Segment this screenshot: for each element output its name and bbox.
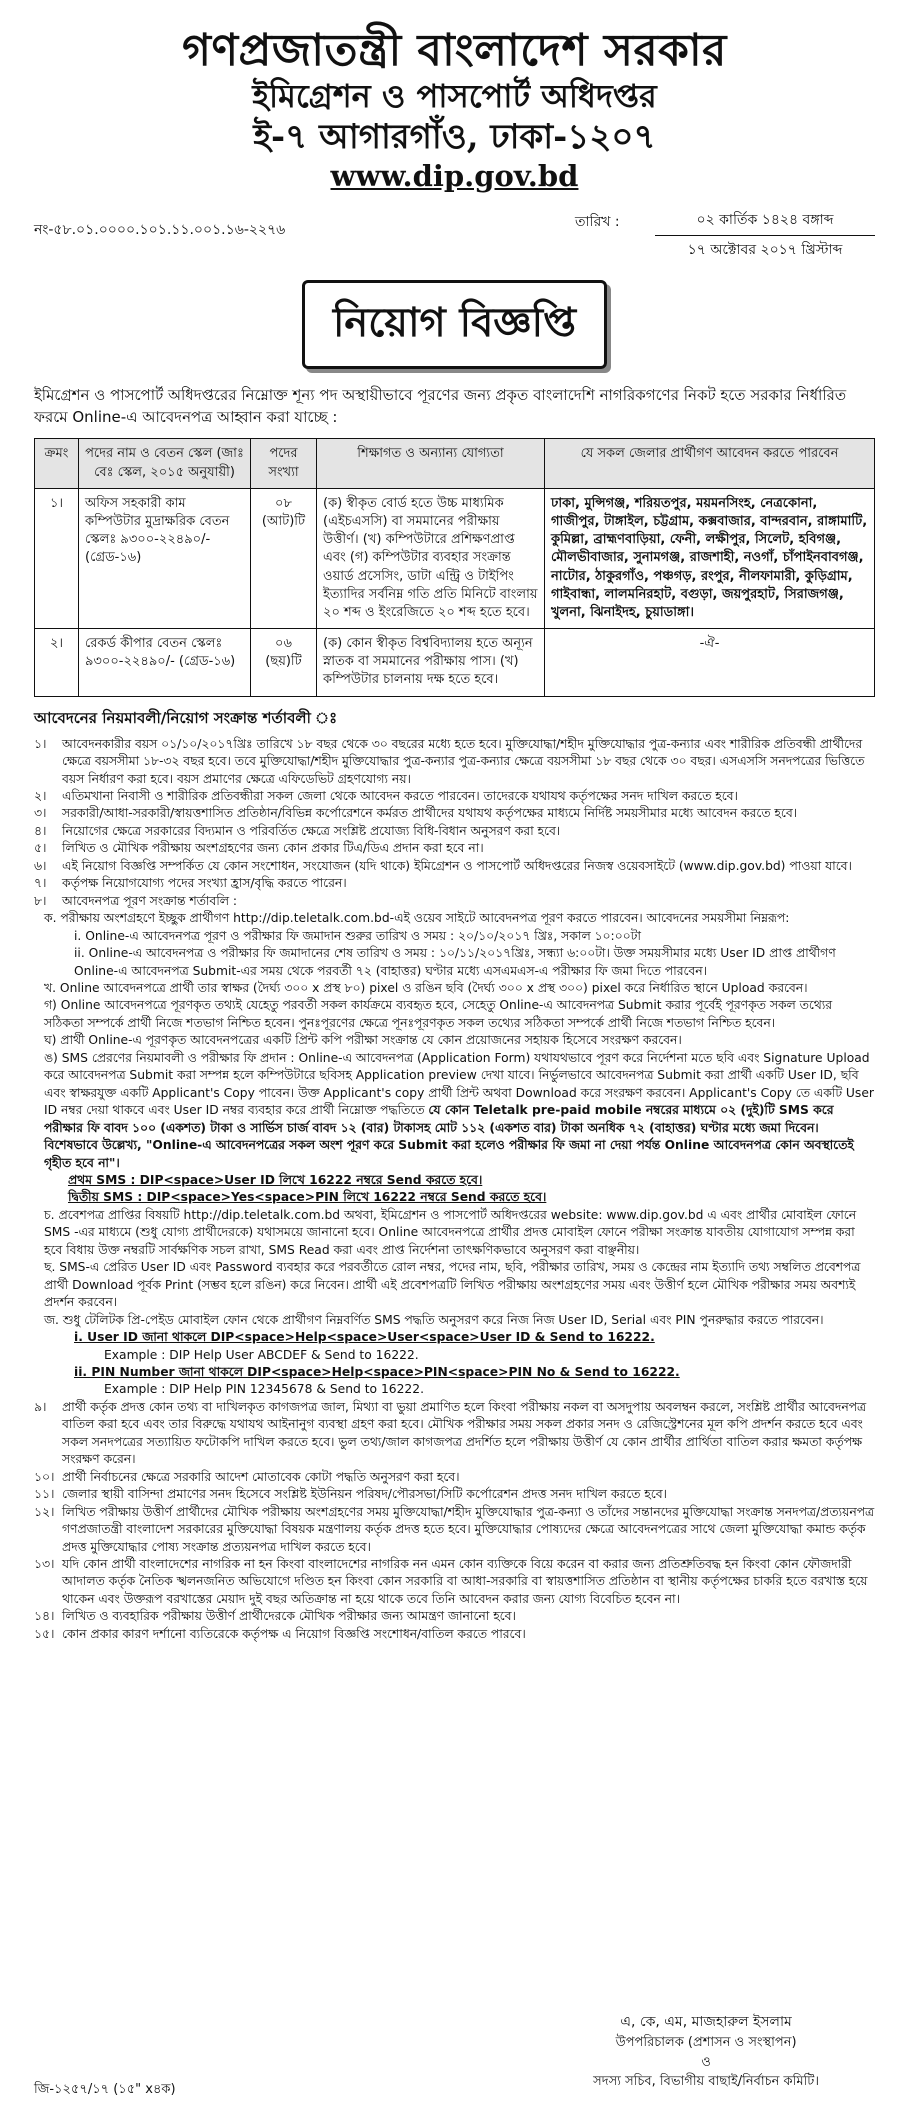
item-text: লিখিত ও মৌখিক পরীক্ষায় অংশগ্রহণের জন্য কোন প্রকার টিএ/ডিএ প্রদান করা হবে না।: [62, 841, 484, 856]
item-text: লিখিত ও ব্যবহারিক পরীক্ষায় উত্তীর্ণ প্রার্থীদেরকে মৌখিক পরীক্ষার জন্য আমন্ত্রণ জানানো হবে।: [62, 1609, 516, 1624]
item-text: প্রার্থী কর্তৃক প্রদত্ত কোন তথ্য বা দাখিলকৃত কাগজপত্র জাল, মিথ্যা বা ভুয়া প্রমাণিত হলে কিংবা পরীক্ষায় নকল বা অসদুপায় অবলম্বন করলে, সংশ্লিষ্ট প্রার্থীর আবেদনপত্র বাতিল করা হবে এবং তার বিরুদ্ধে যথাযথ আইনানুগ ব্যবস্থা গ্রহণ করা হবে। মৌখিক পরীক্ষার সময় সকল প্রকার সনদ ও রেজিস্ট্রেশনের মূল কপি প্রদর্শন করতে হবে এবং সকল সনদপত্রের সত্যায়িত ফটোকপি দাখিল করতে হবে। ভুল তথ্য/জাল কাগজপত্র প্রদর্শিত হলে পরীক্ষায় উত্তীর্ণ যে কোন প্রার্থীর প্রার্থিতা বাতিল করার ক্ষমতা কর্তৃপক্ষ সংরক্ষণ করেন।: [62, 1399, 867, 1467]
item-number: ৯।: [34, 1399, 47, 1414]
item-text: আবেদনপত্র পূরণ সংক্রান্ত শর্তাবলি :: [62, 893, 237, 908]
row-districts: -ঐ-: [545, 629, 875, 697]
date-english: ১৭ অক্টোবর ২০১৭ খ্রিস্টাব্দ: [687, 241, 843, 258]
row-qualification: (ক) কোন স্বীকৃত বিশ্ববিদ্যালয় হতে অন্যূন স্নাতক বা সমমানের পরীক্ষায় পাস। (খ) কম্পিউটার চালনায় দক্ষ হতে হবে।: [317, 629, 545, 697]
col-header-serial: ক্রমং: [35, 439, 79, 488]
row-count: ০৬ (ছয়)টি: [251, 629, 317, 697]
recover-pin-example: Example : DIP Help PIN 12345678 & Send to 16222.: [104, 1382, 424, 1397]
col-header-post: পদের নাম ও বেতন স্কেল (জাঃ বেঃ স্কেল, ২০১৫ অনুযায়ী): [79, 439, 251, 488]
signatory-designation: উপপরিচালক (প্রশাসন ও সংস্থাপন): [615, 2035, 797, 2050]
sms-first: প্রথম SMS : DIP<space>User ID লিখে 16222 নম্বরে Send করতে হবে।: [68, 1172, 483, 1187]
row-qualification: (ক) স্বীকৃত বোর্ড হতে উচ্চ মাধ্যমিক (এইচএসসি) বা সমমানের পরীক্ষায় উত্তীর্ণ। (খ) কম্পিউটারে প্রশিক্ষণপ্রাপ্ত এবং (গ) কম্পিউটার ব্যবহার সংক্রান্ত ওয়ার্ড প্রসেসিং, ডাটা এন্ট্রি ও টাইপিং ইত্যাদির সর্বনিম্ন গতি প্রতি মিনিটে বাংলায় ২০ শব্দ ও ইংরেজিতে ২০ শব্দ হতে হবে।: [317, 488, 545, 628]
row-count: ০৮ (আট)টি: [251, 488, 317, 628]
condition-uma: [44, 1050, 875, 1172]
memo-number: নং-৫৮.০১.০০০০.১০১.১১.০০১.১৬-২২৭৬: [34, 221, 286, 238]
recover-user-id: i. User ID জানা থাকলে DIP<space>Help<space>User<space>User ID & Send to 16222.: [74, 1330, 655, 1345]
terms-list: [34, 736, 875, 1644]
recover-pin: ii. PIN Number জানা থাকলে DIP<space>Help<space>PIN<space>PIN No & Send to 16222.: [74, 1364, 680, 1379]
condition-ja: জ. শুধু টেলিটক প্রি-পেইড মোবাইল ফোন থেকে প্রার্থীগণ নিম্নবর্ণিত SMS পদ্ধতি অনুসরণ করে নিজ নিজ User ID, Serial এবং PIN পুনরুদ্ধার করতে পারবেন।: [44, 1312, 824, 1327]
condition-ka: ক. পরীক্ষায় অংশগ্রহণে ইচ্ছুক প্রার্থীগণ http://dip.teletalk.com.bd-এই ওয়েব সাইটে আবেদনপত্র পূরণ করতে পারবেন। আবেদনের সময়সীমা নিম্নরূপ:: [44, 911, 790, 926]
signatory-conjunction: ও: [701, 2054, 711, 2070]
notice-title: নিয়োগ বিজ্ঞপ্তি: [302, 280, 607, 369]
list-item: [34, 893, 875, 910]
website-link[interactable]: www.dip.gov.bd: [330, 159, 579, 194]
list-item: [34, 1469, 875, 1486]
signatory-name: এ, কে, এম, মাজহারুল ইসলাম: [620, 2014, 792, 2030]
government-name: গণপ্রজাতন্ত্রী বাংলাদেশ সরকার: [182, 25, 727, 76]
condition-ka-end: ii. Online-এ আবেদনপত্র ও পরীক্ষার ফি জমাদানের শেষ তারিখ ও সময় : ১০/১১/২০১৭খ্রিঃ, সন্ধ্যা ৬:০০টা। উক্ত সময়সীমার মধ্যে User ID প্রাপ্ত প্রার্থীগণ Online-এ আবেদনপত্র Submit-এর সময় থেকে পরবর্তী ৭২ (বাহাত্তর) ঘণ্টার মধ্যে এসএমএস-এ পরীক্ষার ফি জমা দিতে পারবেন।: [74, 946, 836, 978]
list-item: [34, 823, 875, 840]
table-header-row: [35, 439, 875, 488]
memo-row: [34, 204, 875, 270]
list-item: [34, 1399, 875, 1469]
col-header-districts: যে সকল জেলার প্রার্থীগণ আবেদন করতে পারবেন: [545, 439, 875, 488]
item-number: ৭।: [34, 876, 47, 891]
item-text: আবেদনকারীর বয়স ০১/১০/২০১৭খ্রিঃ তারিখে ১৮ বছর থেকে ৩০ বছরের মধ্যে হতে হবে। মুক্তিযোদ্ধা/শহীদ মুক্তিযোদ্ধার পুত্র-কন্যার এবং শারীরিক প্রতিবন্ধী প্রার্থীদের ক্ষেত্রে বয়সসীমা ১৮-৩২ বছর হবে। তবে মুক্তিযোদ্ধা/শহীদ মুক্তিযোদ্ধার পুত্র-কন্যার পুত্র-কন্যার ক্ষেত্রে বয়সসীমা ১৮ বছর থেকে ৩০ বছর। এসএসসি সনদপত্রের ভিত্তিতে বয়স নির্ধারণ করা হবে। বয়স প্রমাণের ক্ষেত্রে এফিডেভিট গ্রহণযোগ্য নয়।: [62, 736, 865, 786]
condition-kha: খ. Online আবেদনপত্রে প্রার্থী তার স্বাক্ষর (দৈর্ঘ্য ৩০০ x প্রস্থ ৮০) pixel ও রঙিন ছবি (দৈর্ঘ্য ৩০০ x প্রস্থ ৩০০) pixel করে নির্ধারিত স্থানে Upload করবেন।: [44, 981, 808, 995]
item-text: প্রার্থী নির্বাচনের ক্ষেত্রে সরকারি আদেশ মোতাবেক কোটা পদ্ধতি অনুসরণ করা হবে।: [62, 1469, 460, 1484]
list-item: [34, 1486, 875, 1503]
item-text: নিয়োগের ক্ষেত্রে সরকারের বিদ্যমান ও পরিবর্তিত ক্ষেত্রে সংশ্লিষ্ট প্রযোজ্য বিধি-বিধান অনুসরণ করা হবে।: [62, 823, 561, 838]
item-number: ১১।: [34, 1487, 55, 1502]
list-item: [34, 736, 875, 788]
condition-uma-bold: যে কোন Teletalk pre-paid mobile নম্বরের মাধ্যমে ০২ (দুই)টি SMS করে পরীক্ষার ফি বাবদ ১০০ (একশত) টাকা ও সার্ভিস চার্জ বাবদ ১২ (বার) টাকাসহ মোট ১১২ (একশত বার) টাকা অনধিক ৭২ (বাহাত্তর) ঘণ্টার মধ্যে জমা দিবেন। বিশেষভাবে উল্লেখ্য, "Online-এ আবেদনপত্রের সকল অংশ পূরণ করে Submit করা হলেও পরীক্ষার ফি জমা না দেয়া পর্যন্ত Online আবেদনপত্র কোন অবস্থাতেই গৃহীত হবে না"।: [44, 1103, 854, 1170]
item-number: ১।: [34, 736, 47, 751]
letterhead: [34, 0, 875, 192]
list-item: [34, 1626, 875, 1643]
recover-user-id-example: Example : DIP Help User ABCDEF & Send to 16222.: [104, 1347, 419, 1362]
item-number: ২।: [34, 789, 47, 804]
item-text: জেলার স্থায়ী বাসিন্দা প্রমাণের সনদ হিসেবে সংশ্লিষ্ট ইউনিয়ন পরিষদ/পৌরসভা/সিটি কর্পোরেশন প্রদত্ত সনদ দাখিল করতে হবে।: [62, 1487, 667, 1502]
row-post: অফিস সহকারী কাম কম্পিউটার মুদ্রাক্ষরিক বেতন স্কেলঃ ৯৩০০-২২৪৯০/- (গ্রেড-১৬): [79, 488, 251, 628]
list-item: [34, 858, 875, 875]
condition-chha: ছ. SMS-এ প্রেরিত User ID এবং Password ব্যবহার করে পরবর্তীতে রোল নম্বর, পদের নাম, ছবি, পরীক্ষার তারিখ, সময় ও কেন্দ্রের নাম ইত্যাদি তথ্য সম্বলিত প্রবেশপত্র প্রার্থী Download পূর্বক Print (সম্ভব হলে রঙিন) করে নিবেন। প্রার্থী এই প্রবেশপত্রটি লিখিত পরীক্ষায় অংশগ্রহণের সময় এবং উত্তীর্ণ হলে মৌখিক পরীক্ষার সময় অবশ্যই প্রদর্শন করবেন।: [44, 1260, 861, 1310]
table-row: [35, 488, 875, 628]
list-item: [34, 805, 875, 822]
item-number: ১০।: [34, 1469, 55, 1484]
terms-heading: আবেদনের নিয়মাবলী/নিয়োগ সংক্রান্ত শর্তাবলী ঃ: [34, 708, 338, 727]
table-row: [35, 629, 875, 697]
row-serial: ২।: [35, 629, 79, 697]
signature-block: [593, 2012, 819, 2092]
item-number: ৬।: [34, 858, 47, 873]
date-bangla: ০২ কার্তিক ১৪২৪ বঙ্গাব্দ: [655, 208, 875, 236]
list-item: [34, 1608, 875, 1625]
list-item: [34, 875, 875, 892]
item-text: যদি কোন প্রার্থী বাংলাদেশের নাগরিক না হন কিংবা বাংলাদেশের নাগরিক নন এমন কোন ব্যক্তিকে বিয়ে করেন বা করার জন্য প্রতিশ্রুতিবদ্ধ হন কিংবা কোন ফৌজদারী আদালত কর্তৃক নৈতিক স্খলনজনিত অভিযোগে দণ্ডিত হন কিংবা কোন সরকারি বা আধা-সরকারি বা স্বায়ত্তশাসিত প্রতিষ্ঠান বা স্থানীয় কর্তৃপক্ষের চাকরি হতে বরখাস্ত হয়ে থাকেন এবং উক্তরূপ বরখাস্তের মেয়াদ দুই বছর অতিক্রান্ত না হয়ে থাকে তবে তিনি আবেদন করার জন্য যোগ্য বিবেচিত হবেন না।: [62, 1556, 868, 1606]
date-label: তারিখ :: [575, 213, 620, 230]
row-serial: ১।: [35, 488, 79, 628]
department-name: ইমিগ্রেশন ও পাসপোর্ট অধিদপ্তর: [252, 77, 657, 116]
posts-table: [34, 438, 875, 696]
condition-uma-text: ঙ) SMS প্রেরণের নিয়মাবলী ও পরীক্ষার ফি প্রদান : Online-এ আবেদনপত্র (Application Form) যথাযথভাবে পূরণ করে নির্দেশনা মতে ছবি এবং Signature Upload করে আবেদনপত্র Submit করা সম্পন্ন হলে কম্পিউটারে ছবিসহ Application preview দেখা যাবে। নির্ভুলভাবে আবেদনপত্র Submit করা প্রার্থী একটি User ID, ছবি এবং স্বাক্ষরযুক্ত একটি Applicant's Copy পাবেন। উক্ত Applicant's copy প্রার্থী প্রিন্ট অথবা Download করে সংরক্ষণ করবেন। Applicant's Copy তে একটি User ID নম্বর দেয়া থাকবে এবং User ID নম্বর ব্যবহার করে প্রার্থী নিম্নোক্ত পদ্ধতিতে: [44, 1050, 874, 1118]
title-wrap: [34, 280, 875, 369]
item-number: ১৪।: [34, 1609, 55, 1624]
condition-ga: গ) Online আবেদনপত্রে পূরণকৃত তথ্যই যেহেতু পরবর্তী সকল কার্যক্রমে ব্যবহৃত হবে, সেহেতু Online-এ আবেদনপত্র Submit করার পূর্বেই পূরণকৃত সকল তথ্যের সঠিকতা সম্পর্কে প্রার্থী নিজে শতভাগ নিশ্চিত হবেন। পুনঃপূরণের ক্ষেত্রে পূনঃপূরণকৃত সকল তথ্যের সঠিকতা সম্পর্কে প্রার্থী নিজে শতভাগ নিশ্চিত হবেন।: [44, 998, 833, 1030]
condition-cha: চ. প্রবেশপত্র প্রাপ্তির বিষয়টি http://dip.teletalk.com.bd অথবা, ইমিগ্রেশন ও পাসপোর্ট অধিদপ্তরের website: www.dip.gov.bd এ এবং প্রার্থীর মোবাইল ফোনে SMS -এর মাধ্যমে (শুধু যোগ্য প্রার্থীদেরকে) যথাসময়ে জানানো হবে। Online আবেদনপত্রে প্রার্থীর প্রদত্ত মোবাইল ফোনে পরীক্ষা সংক্রান্ত যাবতীয় যোগাযোগ সম্পন্ন করা হবে বিধায় উক্ত নম্বরটি সার্বক্ষণিক সচল রাখা, SMS Read করা এবং প্রাপ্ত নির্দেশনা তাৎক্ষণিকভাবে অনুসরণ করা বাঞ্ছনীয়।: [44, 1207, 857, 1257]
item-text: কোন প্রকার কারণ দর্শানো ব্যতিরেকে কর্তৃপক্ষ এ নিয়োগ বিজ্ঞপ্তি সংশোধন/বাতিল করতে পারবে।: [62, 1626, 526, 1641]
item-number: ১২।: [34, 1504, 55, 1519]
signatory-committee-role: সদস্য সচিব, বিভাগীয় বাছাই/নির্বাচন কমিটি।: [593, 2074, 819, 2089]
list-item: [34, 1504, 875, 1556]
item-text: এতিমখানা নিবাসী ও শারীরিক প্রতিবন্ধীরা সকল জেলা থেকে আবেদন করতে পারবেন। তাদেরকে যথাযথ কর্তৃপক্ষের সনদ দাখিল করতে হবে।: [62, 789, 738, 804]
intro-paragraph: ইমিগ্রেশন ও পাসপোর্ট অধিদপ্তরের নিম্নোক্ত শূন্য পদ অস্থায়ীভাবে পূরণের জন্য প্রকৃত বাংলাদেশি নাগরিকগণের নিকট হতে সরকার নির্ধারিত ফরমে Online-এ আবেদনপত্র আহ্বান করা যাচ্ছে :: [34, 385, 847, 426]
col-header-count: পদের সংখ্যা: [251, 439, 317, 488]
row-districts: ঢাকা, মুন্সিগঞ্জ, শরিয়তপুর, ময়মনসিংহ, নেত্রকোনা, গাজীপুর, টাঙ্গাইল, চট্টগ্রাম, কক্সবাজার, বান্দরবান, রাঙ্গামাটি, কুমিল্লা, ব্রাহ্মণবাড়িয়া, ফেনী, লক্ষীপুর, সিলেট, হবিগঞ্জ, মৌলভীবাজার, সুনামগঞ্জ, রাজশাহী, নওগাঁ, চাঁপাইনবাবগঞ্জ, নাটোর, ঠাকুরগাঁও, পঞ্চগড়, রংপুর, নীলফামারী, কুড়িগ্রাম, গাইবান্ধা, লালমনিরহাট, বগুড়া, জয়পুরহাট, সিরাজগঞ্জ, খুলনা, ঝিনাইদহ, চুয়াডাঙ্গা।: [545, 488, 875, 628]
item-number: ৩।: [34, 806, 47, 821]
office-address: ই-৭ আগারগাঁও, ঢাকা-১২০৭: [253, 116, 656, 157]
condition-ka-start: i. Online-এ আবেদনপত্র পূরণ ও পরীক্ষার ফি জমাদান শুরুর তারিখ ও সময় : ২০/১০/২০১৭ খ্রিঃ, সকাল ১০:০০টা: [74, 928, 641, 943]
item-number: ১৫।: [34, 1626, 55, 1641]
item-number: ৮।: [34, 893, 47, 908]
col-header-qualification: শিক্ষাগত ও অন্যান্য যোগ্যতা: [317, 439, 545, 488]
item-number: ১৩।: [34, 1556, 55, 1571]
item-text: কর্তৃপক্ষ নিয়োগযোগ্য পদের সংখ্যা হ্রাস/বৃদ্ধি করতে পারেন।: [62, 876, 347, 891]
sms-second: দ্বিতীয় SMS : DIP<space>Yes<space>PIN লিখে 16222 নম্বরে Send করতে হবে।: [68, 1190, 547, 1205]
print-code: জি-১২৫৭/১৭ (১৫" x৪ক): [34, 2082, 176, 2097]
item-number: ৪।: [34, 823, 47, 838]
row-post: রেকর্ড কীপার বেতন স্কেলঃ ৯৩০০-২২৪৯০/- (গ্রেড-১৬): [79, 629, 251, 697]
list-item: [34, 788, 875, 805]
list-item: [34, 1556, 875, 1608]
item-text: এই নিয়োগ বিজ্ঞপ্তি সম্পর্কিত যে কোন সংশোধন, সংযোজন (যদি থাকে) ইমিগ্রেশন ও পাসপোর্ট অধিদপ্তরের নিজস্ব ওয়েবসাইটে (www.dip.gov.bd) পাওয়া যাবে।: [62, 858, 852, 873]
item-text: সরকারী/আধা-সরকারী/স্বায়ত্তশাসিত প্রতিষ্ঠান/বিভিন্ন কর্পোরেশনে কর্মরত প্রার্থীদের যথাযথ কর্তৃপক্ষের মাধ্যমে নির্দিষ্ট সময়সীমার মধ্যে আবেদন করতে হবে।: [62, 806, 798, 821]
item-text: লিখিত পরীক্ষায় উত্তীর্ণ প্রার্থীদের মৌখিক পরীক্ষায় অংশগ্রহণের সময় মুক্তিযোদ্ধা/শহীদ মুক্তিযোদ্ধার পুত্র-কন্যা ও তাঁদের সন্তানদের মুক্তিযোদ্ধা সংক্রান্ত সনদপত্র/প্রত্যয়নপত্র গণপ্রজাতন্ত্রী বাংলাদেশ সরকারের মুক্তিযোদ্ধা বিষয়ক মন্ত্রণালয় কর্তৃক প্রদত্ত হতে হবে। মুক্তিযোদ্ধার পোষ্যদের ক্ষেত্রে আবেদনপত্রের সাথে জেলা মুক্তিযোদ্ধা কমান্ড কর্তৃক প্রদত্ত মুক্তিযোদ্ধার পোষ্য সংক্রান্ত প্রত্যয়নপত্র দাখিল করতে হবে।: [62, 1504, 875, 1554]
list-item: [34, 840, 875, 857]
condition-gha: ঘ) প্রার্থী Online-এ পূরণকৃত আবেদনপত্রের একটি প্রিন্ট কপি পরীক্ষা সংক্রান্ত যে কোন প্রয়োজনের সহায়ক হিসেবে সংরক্ষণ করবেন।: [44, 1033, 682, 1048]
item-number: ৫।: [34, 841, 47, 856]
